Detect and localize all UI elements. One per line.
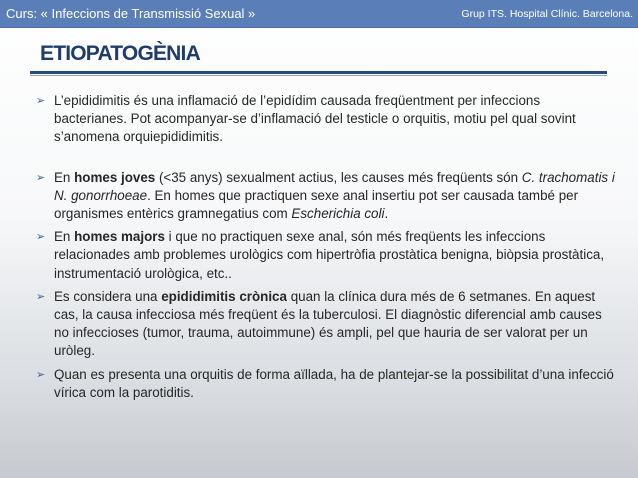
title-divider: [30, 71, 607, 74]
bullet-item-young-men: [36, 169, 616, 224]
bullet-emphasis: homes joves: [74, 169, 156, 185]
bullet-item-isolated-orchitis: [36, 366, 616, 402]
bullet-text: (<35 anys) sexualment actius, les causes més freqüents són: [155, 169, 522, 185]
bullet-text: quan la clínica dura més de 6 setmanes. En aquest cas, la causa infecciosa més freqüent és la tuberculosi. El diagnòstic diferencial amb causes no infeccioses (tumor, trauma, autoimmune) és ampli, pel que hauria de ser valorat per un uròleg.: [54, 288, 602, 359]
arrow-right-icon: ➢: [36, 368, 46, 381]
course-title: Curs: « Infeccions de Transmissió Sexual »: [6, 6, 256, 21]
bullet-item-chronic-epididymitis: [36, 288, 616, 361]
header-bar: [0, 0, 638, 28]
arrow-right-icon: ➢: [36, 290, 46, 303]
bullet-list: [36, 92, 616, 402]
bullet-emphasis: epididimitis crònica: [161, 288, 287, 304]
bullet-italic: Escherichia coli: [291, 206, 385, 222]
bullet-text: Quan es presenta una orquitis de forma aïllada, ha de plantejar-se la possibilitat d’una infecció vírica com la parotiditis.: [54, 366, 614, 400]
title-divider-light: [30, 75, 607, 76]
bullet-italic: C. trachomatis i N. gonorrhoeae: [54, 169, 615, 203]
slide-title: ETIOPATOGÈNIA: [40, 42, 200, 65]
bullet-item-older-men: [36, 228, 616, 283]
bullet-text: En: [54, 229, 75, 245]
bullet-text: i que no practiquen sexe anal, són més freqüents les infeccions relacionades amb problemes urològics com hipertròfia prostàtica benigna, biòpsia prostàtica, instrumentació urològica, etc..: [54, 229, 605, 281]
bullet-emphasis: homes majors: [74, 229, 165, 245]
bullet-item-epididymitis-definition: [36, 92, 616, 147]
bullet-text: L’epididimitis és una inflamació de l’epidídim causada freqüentment per infeccions bacterianes. Pot acompanyar-se d’inflamació del testicle o orquitis, motiu pel qual sovint s’anomena orquiepididimitis.: [54, 93, 576, 145]
arrow-right-icon: ➢: [36, 231, 46, 244]
bullet-text: En: [54, 169, 75, 185]
bullet-text: Es considera una: [54, 288, 162, 304]
organization-label: Grup ITS. Hospital Clínic. Barcelona.: [461, 8, 633, 20]
bullet-text: . En homes que practiquen sexe anal insertiu pot ser causada també per organismes entèrics gramnegatius com: [54, 187, 579, 222]
bullet-text: .: [384, 206, 389, 222]
arrow-right-icon: ➢: [36, 171, 46, 184]
arrow-right-icon: ➢: [36, 95, 46, 107]
